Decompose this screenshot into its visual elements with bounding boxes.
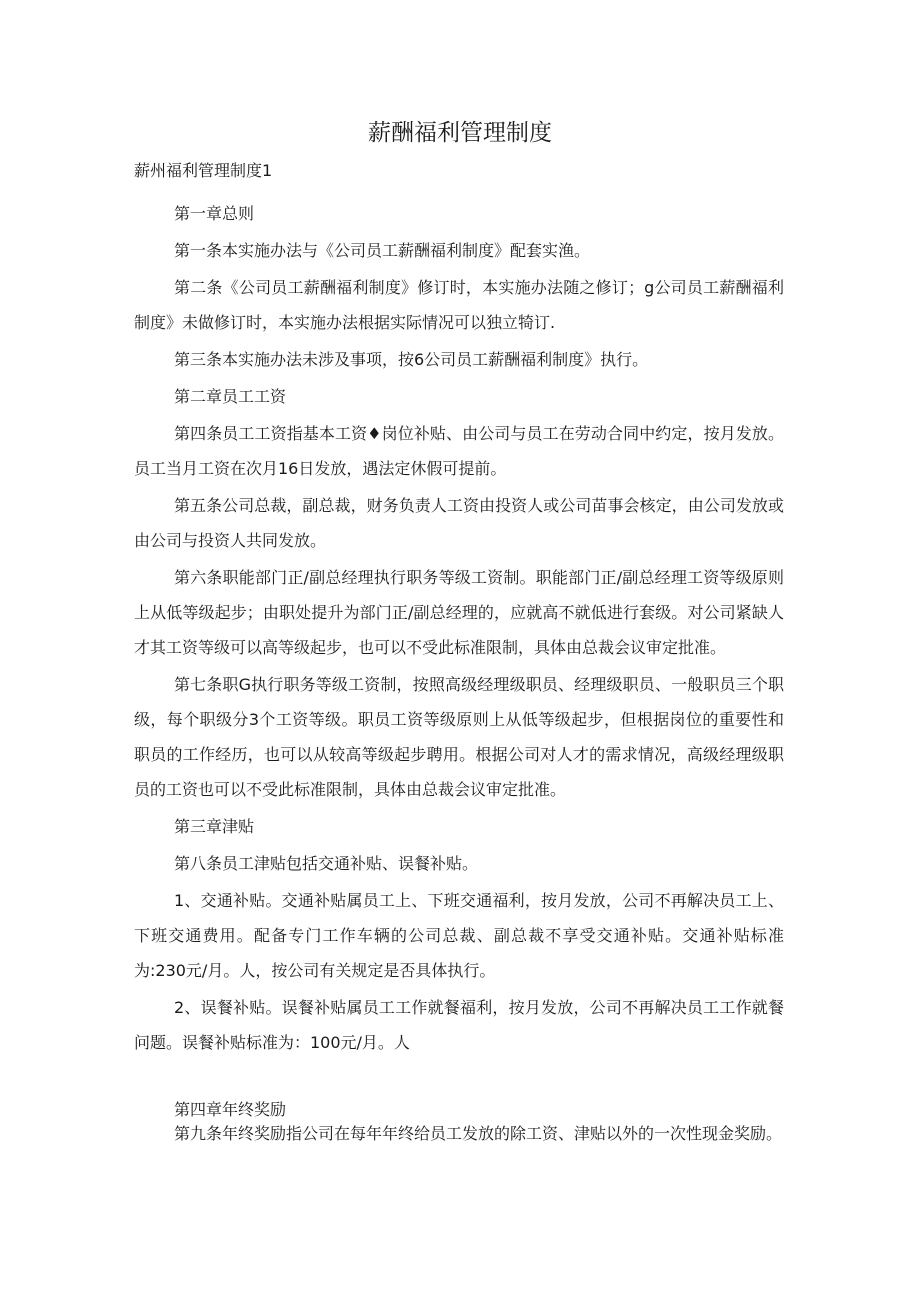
chapter-heading: 第三章津贴 — [174, 817, 255, 836]
document-title: 薪酬福利管理制度 — [368, 120, 552, 146]
list-item: 1、交通补贴。交通补贴属员工上、下班交通福利，按月发放，公司不再解决员工上、下班交通费用。配备专门工作车辆的公司总裁、副总裁不享受交通补贴。交通补贴标准为:230元/月。人，按公司有关规定是否具体执行。 — [134, 891, 784, 980]
chapter-heading: 第一章总则 — [174, 204, 255, 223]
article-paragraph: 第二条《公司员工薪酬福利制度》修订时，本实施办法随之修订；g公司员工薪酬福利制度》未做修订时，本实施办法根据实际情况可以独立犄订. — [134, 278, 784, 332]
article-paragraph: 第六条职能部门正/副总经理执行职务等级工资制。职能部门正/副总经理工资等级原则上从低等级起步；由职处提升为部门正/副总经理的，应就高不就低进行套级。对公司紧缺人才其工资等级可以高等级起步，也可以不受此标准限制，具体由总裁会议审定批准。 — [134, 568, 784, 657]
article-paragraph: 第一条本实施办法与《公司员工薪酬福利制度》配套实渔。 — [174, 241, 591, 260]
article-paragraph: 第五条公司总裁，副总裁，财务负责人工资由投资人或公司苗事会核定，由公司发放或由公司与投资人共同发放。 — [134, 496, 784, 550]
chapter-heading: 第二章员工工资 — [174, 387, 287, 406]
list-item: 2、误餐补贴。误餐补贴属员工工作就餐福利，按月发放，公司不再解决员工工作就餐问题。误餐补贴标准为：100元/月。人 — [134, 998, 784, 1052]
chapter-heading: 第四章年终奖励 — [174, 1100, 287, 1119]
article-paragraph: 第四条员工工资指基本工资♦岗位补贴、由公司与员工在劳动合同中约定，按月发放。员工当月工资在次月16日发放，遇法定休假可提前。 — [134, 424, 784, 478]
article-paragraph: 第八条员工津贴包括交通补贴、误餐补贴。 — [174, 854, 479, 873]
article-paragraph: 第九条年终奖励指公司在每年年终给员工发放的除工资、津贴以外的一次性现金奖励。 — [174, 1124, 783, 1143]
document-tail — [134, 1098, 784, 1146]
article-paragraph: 第七条职G执行职务等级工资制，按照高级经理级职员、经理级职员、一般职员三个职级，每个职级分3个工资等级。职员工资等级原则上从低等级起步，但根据岗位的重要性和职员的工作经历，也可以从较高等级起步聘用。根据公司对人才的需求情况，高级经理级职员的工资也可以不受此标准限制，具体由总裁会议审定批准。 — [134, 675, 784, 799]
document-body — [134, 196, 784, 1060]
document-subtitle: 薪州福利管理制度1 — [134, 161, 273, 180]
article-paragraph: 第三条本实施办法未涉及事项，按6公司员工薪酬福利制度》执行。 — [174, 350, 649, 369]
